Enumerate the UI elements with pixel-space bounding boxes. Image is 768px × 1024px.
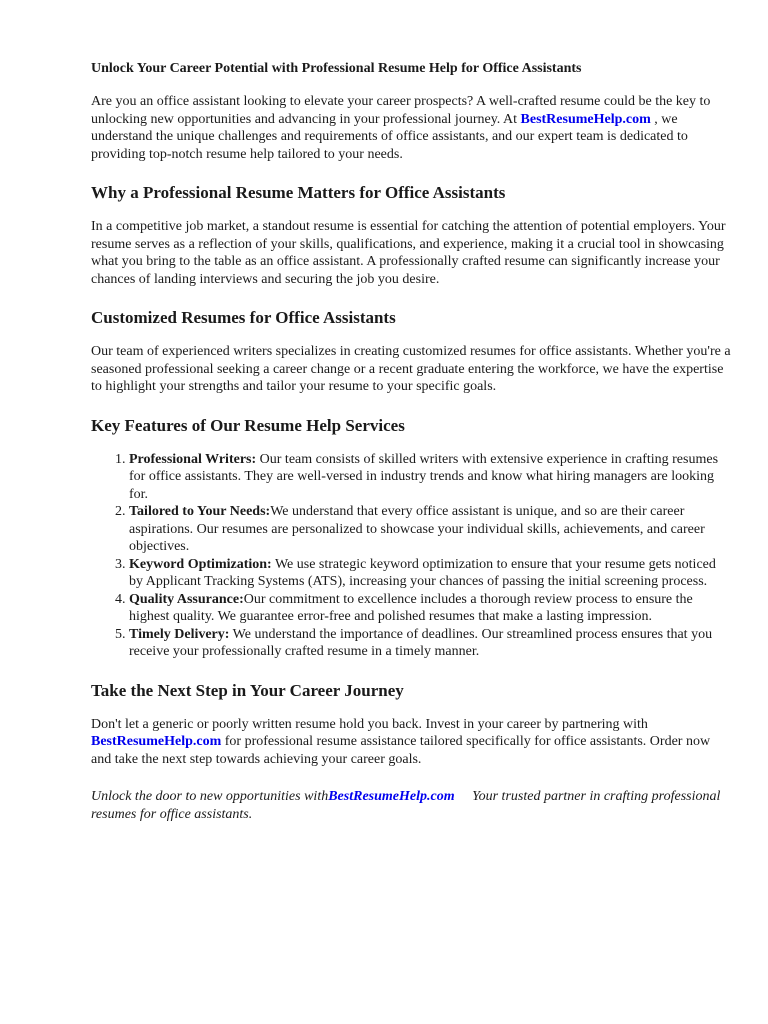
feature-text: We understand the importance of deadlines. Our streamlined process ensures that you receive your professionally crafted resume in a timely manner. (129, 626, 713, 659)
intro-link[interactable]: BestResumeHelp.com (520, 111, 651, 127)
features-list (91, 451, 731, 661)
section-heading-why: Why a Professional Resume Matters for Office Assistants (91, 183, 506, 202)
section-heading-customized: Customized Resumes for Office Assistants (91, 308, 396, 327)
next-step-text-start: Don't let a generic or poorly written resume hold you back. Invest in your career by partnering with (91, 716, 648, 732)
feature-name: Quality Assurance: (129, 591, 244, 607)
feature-name: Timely Delivery: (129, 626, 230, 642)
feature-text: We understand that every office assistant is unique, and so are their career aspirations. Our resumes are personalized to showcase your individual skills, achievements, and career objectives. (129, 504, 705, 554)
document-title: Unlock Your Career Potential with Professional Resume Help for Office Assistants (91, 61, 582, 76)
next-step-link[interactable]: BestResumeHelp.com (91, 734, 222, 749)
next-step-text-end: for professional resume assistance tailored specifically for office assistants. Order now and take the next step towards achieving your career goals. (91, 734, 711, 767)
list-item (129, 626, 731, 661)
section-body-customized: Our team of experienced writers specializes in creating customized resumes for office assistants. Whether you're a seasoned professional seeking a career change or a recent graduate entering the workforce, we have the expertise to highlight your strengths and tailor your resume to your specific goals. (91, 344, 731, 394)
feature-name: Tailored to Your Needs: (129, 504, 271, 519)
closing-link[interactable]: BestResumeHelp.com (328, 789, 455, 804)
closing-paragraph (91, 788, 731, 823)
section-heading-features: Key Features of Our Resume Help Services (91, 415, 405, 435)
intro-text-end: , we understand the unique challenges and requirements of office assistants, and our expert team is dedicated to providing top-notch resume help tailored to your needs. (91, 111, 688, 162)
section-heading-next-step: Take the Next Step in Your Career Journey (91, 680, 404, 700)
feature-name: Keyword Optimization: (129, 556, 272, 572)
closing-text-start: Unlock the door to new opportunities with (91, 789, 329, 804)
closing-text-end: Your trusted partner in crafting professional resumes for office assistants. (91, 789, 724, 822)
feature-text: We use strategic keyword optimization to ensure that your resume gets noticed by Applicant Tracking Systems (ATS), increasing your chances of passing the initial screening process. (129, 556, 716, 589)
document-page (91, 60, 731, 843)
intro-paragraph (91, 93, 731, 163)
list-item (129, 503, 731, 556)
intro-text-start: Are you an office assistant looking to elevate your career prospects? A well-crafted resume could be the key to unlocking new opportunities and advancing in your professional journey. At (91, 94, 711, 127)
list-item (129, 556, 731, 591)
feature-text: Our team consists of skilled writers with extensive experience in crafting resumes for office assistants. They are well-versed in industry trends and know what hiring managers are looking for. (129, 451, 719, 502)
list-item (129, 591, 731, 626)
section-body-why: In a competitive job market, a standout resume is essential for catching the attention of potential employers. Your resume serves as a reflection of your skills, qualifications, and experience, making it a crucial tool in showcasing what you bring to the table as an office assistant. A professionally crafted resume can significantly increase your chances of landing interviews and securing the job you desire. (91, 219, 726, 287)
next-step-paragraph (91, 716, 731, 769)
list-item (129, 451, 731, 504)
feature-name: Professional Writers: (129, 451, 257, 467)
feature-text: Our commitment to excellence includes a thorough review process to ensure the highest quality. We guarantee error-free and polished resumes that make a lasting impression. (129, 591, 693, 624)
